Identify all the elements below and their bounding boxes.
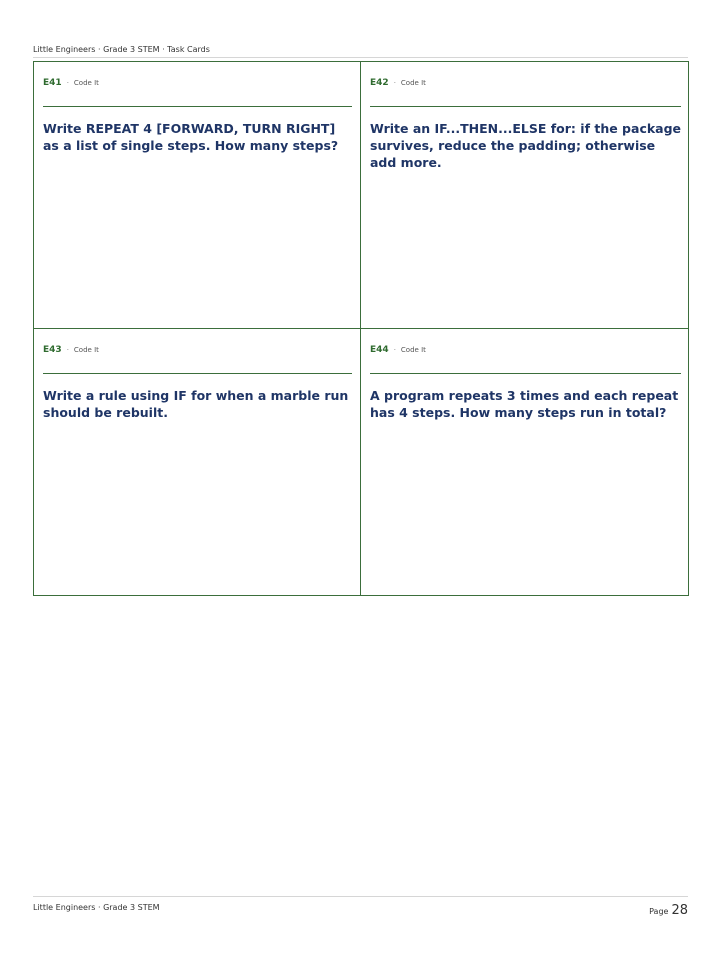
task-card <box>34 329 361 596</box>
page-footer: Little Engineers · Grade 3 STEM <box>33 903 160 912</box>
card-id: E44 <box>370 345 389 355</box>
card-question: A program repeats 3 times and each repeat has 4 steps. How many steps run in total? <box>370 388 679 420</box>
task-card <box>361 62 689 329</box>
card-separator: · <box>66 79 69 87</box>
page-label: Page <box>649 907 669 916</box>
card-meta <box>370 74 426 86</box>
page-number: 28 <box>671 903 688 918</box>
task-card <box>361 329 689 596</box>
page-header: Little Engineers · Grade 3 STEM · Task Cards <box>33 45 210 54</box>
card-meta <box>43 341 99 353</box>
card-question: Write REPEAT 4 [FORWARD, TURN RIGHT] as a list of single steps. How many steps? <box>43 121 339 153</box>
card-category: Code It <box>73 79 99 87</box>
card-id: E43 <box>43 345 62 355</box>
card-question: Write a rule using IF for when a marble run should be rebuilt. <box>43 388 349 420</box>
card-separator: · <box>393 79 396 87</box>
card-meta <box>43 74 99 86</box>
footer-divider <box>33 896 688 897</box>
card-question: Write an IF...THEN...ELSE for: if the package survives, reduce the padding; otherwise add more. <box>370 121 682 170</box>
card-separator: · <box>393 346 396 354</box>
page-number-block <box>649 899 688 918</box>
card-separator: · <box>66 346 69 354</box>
card-divider <box>43 106 352 107</box>
card-category: Code It <box>400 346 426 354</box>
card-divider <box>43 373 352 374</box>
card-divider <box>370 106 681 107</box>
task-card <box>34 62 361 329</box>
card-category: Code It <box>400 79 426 87</box>
card-divider <box>370 373 681 374</box>
card-id: E41 <box>43 78 62 88</box>
card-category: Code It <box>73 346 99 354</box>
header-divider <box>33 57 688 58</box>
card-meta <box>370 341 426 353</box>
task-card-grid <box>33 61 689 596</box>
card-id: E42 <box>370 78 389 88</box>
